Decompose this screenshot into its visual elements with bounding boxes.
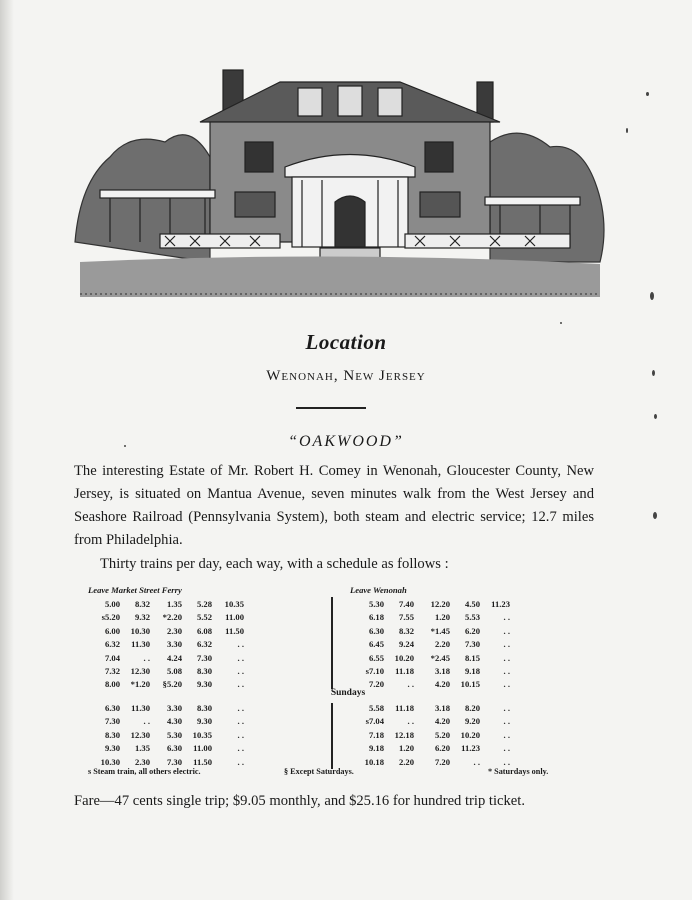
departure-time: *2.45 — [430, 652, 450, 663]
departure-time: 6.20 — [434, 743, 450, 754]
departure-time: . . — [237, 703, 244, 713]
departure-time: 11.30 — [131, 639, 150, 650]
departure-time: . . — [237, 666, 244, 676]
scan-speck — [654, 414, 657, 419]
departure-time: 2.30 — [166, 625, 182, 636]
departure-time: 5.30 — [166, 729, 182, 740]
departure-time: 11.00 — [225, 612, 244, 623]
sunday-divider — [331, 703, 333, 769]
departure-time: . . — [237, 729, 244, 740]
departure-time: 7.20 — [368, 679, 384, 690]
left-column-heading: Leave Market Street Ferry — [88, 585, 182, 595]
departure-time: 10.35 — [192, 729, 212, 740]
location-subtitle: Wenonah, New Jersey — [266, 368, 426, 384]
departure-time: *2.20 — [162, 612, 182, 623]
departure-time: 6.30 — [104, 703, 120, 713]
departure-time: 5.53 — [464, 612, 480, 623]
scan-speck — [646, 92, 649, 96]
departure-time: 5.30 — [368, 599, 384, 609]
departure-time: 6.45 — [368, 639, 384, 650]
departure-time: 3.18 — [434, 666, 450, 676]
departure-time: . . — [503, 703, 510, 713]
sundays-label: Sundays — [330, 688, 366, 698]
departure-time: 7.55 — [398, 612, 414, 623]
departure-time: 12.18 — [394, 729, 414, 740]
departure-time: 10.30 — [100, 756, 120, 767]
departure-time: . . — [503, 625, 510, 636]
departure-time: . . — [473, 756, 480, 767]
departure-time: 8.00 — [104, 679, 120, 690]
departure-time: 9.30 — [196, 716, 212, 727]
departure-time: 8.32 — [398, 625, 414, 636]
departure-time: . . — [143, 716, 150, 727]
departure-time: 11.18 — [395, 666, 414, 676]
departure-time: . . — [237, 756, 244, 767]
departure-time: 9.20 — [464, 716, 480, 727]
departure-time: 11.18 — [395, 703, 414, 713]
departure-time: 6.08 — [196, 625, 212, 636]
departure-time: 6.20 — [464, 625, 480, 636]
departure-time: 10.30 — [130, 625, 150, 636]
departure-time: 7.18 — [368, 729, 384, 740]
departure-time: . . — [503, 679, 510, 690]
departure-time: 7.30 — [104, 716, 120, 727]
departure-time: 7.20 — [434, 756, 450, 767]
departure-time: 4.24 — [166, 652, 182, 663]
departure-time: . . — [503, 756, 510, 767]
departure-time: . . — [503, 639, 510, 650]
departure-time: 9.24 — [398, 639, 414, 650]
title-divider — [296, 407, 366, 409]
departure-time: . . — [503, 666, 510, 676]
departure-time: *1.45 — [430, 625, 450, 636]
departure-time: 8.20 — [464, 703, 480, 713]
trains-intro: Thirty trains per day, each way, with a schedule as follows : — [100, 556, 449, 572]
departure-time: . . — [237, 652, 244, 663]
departure-time: 2.20 — [434, 639, 450, 650]
scan-speck — [653, 512, 657, 519]
departure-time: 2.30 — [134, 756, 150, 767]
scan-speck — [124, 445, 126, 447]
scan-speck — [626, 128, 628, 133]
departure-time: s7.04 — [365, 716, 384, 727]
departure-time: 7.32 — [104, 666, 120, 676]
departure-time: 9.18 — [464, 666, 480, 676]
departure-time: . . — [407, 679, 414, 690]
departure-time: 7.30 — [196, 652, 212, 663]
departure-time: . . — [503, 612, 510, 623]
departure-time: 2.20 — [398, 756, 414, 767]
departure-time: 6.00 — [104, 625, 120, 636]
departure-time: 6.32 — [104, 639, 120, 650]
departure-time: 10.20 — [460, 729, 480, 740]
departure-time: 11.23 — [491, 599, 510, 609]
departure-time: 4.20 — [434, 716, 450, 727]
departure-time: 12.30 — [130, 666, 150, 676]
departure-time: s5.20 — [101, 612, 120, 623]
estate-house-illustration — [70, 62, 610, 312]
departure-time: §5.20 — [162, 679, 182, 690]
departure-time: 1.20 — [398, 743, 414, 754]
departure-time: . . — [503, 716, 510, 727]
departure-time: *1.20 — [130, 679, 150, 690]
scan-speck — [560, 322, 562, 324]
departure-time: 9.30 — [196, 679, 212, 690]
footnote-saturdays-only: * Saturdays only. — [488, 767, 549, 776]
departure-time: 8.30 — [196, 666, 212, 676]
departure-time: 5.58 — [368, 703, 384, 713]
departure-time: 6.32 — [196, 639, 212, 650]
footnote-except-saturdays: § Except Saturdays. — [284, 767, 354, 776]
weekday-divider — [331, 597, 333, 689]
departure-time: 7.40 — [398, 599, 414, 609]
departure-time: . . — [503, 729, 510, 740]
departure-time: 10.35 — [224, 599, 244, 609]
departure-time: . . — [237, 743, 244, 754]
departure-time: 12.30 — [130, 729, 150, 740]
page-title: Location — [305, 330, 387, 354]
departure-time: 11.50 — [193, 756, 212, 767]
departure-time: 6.18 — [368, 612, 384, 623]
departure-time: 1.35 — [166, 599, 182, 609]
departure-time: 11.50 — [225, 625, 244, 636]
departure-time: 3.18 — [434, 703, 450, 713]
departure-time: . . — [503, 743, 510, 754]
departure-time: 10.20 — [394, 652, 414, 663]
departure-time: 7.30 — [166, 756, 182, 767]
departure-time: 5.52 — [196, 612, 212, 623]
departure-time: s7.10 — [365, 666, 384, 676]
departure-time: 1.35 — [134, 743, 150, 754]
departure-time: 6.55 — [368, 652, 384, 663]
departure-time: 8.15 — [464, 652, 480, 663]
departure-time: 5.00 — [104, 599, 120, 609]
departure-time: . . — [503, 652, 510, 663]
departure-time: 11.23 — [461, 743, 480, 754]
departure-time: . . — [237, 716, 244, 727]
departure-time: 4.30 — [166, 716, 182, 727]
departure-time: 7.04 — [104, 652, 120, 663]
departure-time: 8.30 — [104, 729, 120, 740]
departure-time: 10.15 — [460, 679, 480, 690]
departure-time: . . — [237, 639, 244, 650]
fare-info: Fare—47 cents single trip; $9.05 monthly, and $25.16 for hundred trip ticket. — [74, 793, 525, 809]
departure-time: 9.32 — [134, 612, 150, 623]
departure-time: 5.08 — [166, 666, 182, 676]
departure-time: 5.28 — [196, 599, 212, 609]
departure-time: . . — [143, 652, 150, 663]
footnote-steam: s Steam train, all others electric. — [88, 767, 201, 776]
departure-time: 11.00 — [193, 743, 212, 754]
departure-time: 11.30 — [131, 703, 150, 713]
estate-description: The interesting Estate of Mr. Robert H. Comey in Wenonah, Gloucester County, New Jersey, is situated on Mantua Avenue, seven minutes walk from the West Jersey and Seashore Railroad (Pennsylvania System), both steam and electric service; 12.7 miles from Philadelphia. — [74, 463, 594, 548]
departure-time: 8.30 — [196, 703, 212, 713]
departure-time: 12.20 — [430, 599, 450, 609]
departure-time: 4.50 — [464, 599, 480, 609]
departure-time: 9.30 — [104, 743, 120, 754]
departure-time: . . — [407, 716, 414, 727]
scan-speck — [650, 292, 654, 300]
departure-time: 8.32 — [134, 599, 150, 609]
departure-time: 6.30 — [368, 625, 384, 636]
departure-time: 3.30 — [166, 639, 182, 650]
departure-time: 10.18 — [364, 756, 384, 767]
departure-time: 9.18 — [368, 743, 384, 754]
departure-time: 3.30 — [166, 703, 182, 713]
scan-speck — [652, 370, 655, 376]
departure-time: 1.20 — [434, 612, 450, 623]
departure-time: 6.30 — [166, 743, 182, 754]
departure-time: 5.20 — [434, 729, 450, 740]
estate-name: “OAKWOOD” — [288, 433, 404, 450]
departure-time: 7.30 — [464, 639, 480, 650]
departure-time: . . — [237, 679, 244, 690]
right-column-heading: Leave Wenonah — [350, 585, 407, 595]
departure-time: 4.20 — [434, 679, 450, 690]
